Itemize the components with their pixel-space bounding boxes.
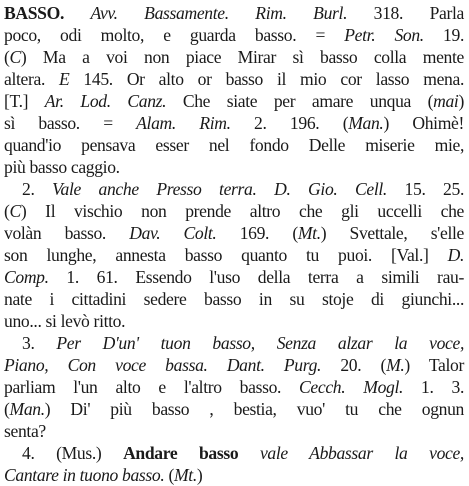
text-segment: Per D'un' tuon basso, Senza alzar la voce, (56, 333, 465, 353)
text-segment: ) Ohimè! (383, 113, 465, 133)
entry-line-2 (4, 24, 464, 46)
sense-2-line-2 (4, 200, 464, 222)
text-segment: M. (386, 355, 405, 375)
dictionary-entry (4, 2, 464, 486)
text-segment: volàn basso. (4, 223, 130, 243)
text-segment: 15. 25. (386, 179, 464, 199)
text-segment: C (9, 201, 21, 221)
entry-line-6 (4, 112, 464, 134)
text-segment: [T.] (4, 91, 45, 111)
text-segment: vale Abbassar la voce, (259, 443, 464, 463)
text-segment: 169. ( (216, 223, 298, 243)
text-segment: 145. Or alto or basso il mio cor lasso mena. (69, 69, 464, 89)
text-segment: Andare basso (123, 443, 239, 463)
text-segment: senta? (4, 421, 46, 441)
text-segment: E (59, 69, 70, 89)
sense-3-line-1 (4, 332, 464, 354)
text-segment: ) (458, 91, 464, 111)
text-segment: ) (196, 465, 203, 485)
entry-line-5 (4, 90, 464, 112)
text-segment: più basso caggio. (4, 157, 120, 177)
text-segment: Piano, Con voce bassa. Dant. Purg. (4, 355, 322, 375)
text-segment: 3. (22, 333, 57, 353)
sense-2-line-3 (4, 222, 464, 244)
text-segment: parliam l'un alto e l'altro basso. (4, 377, 300, 397)
text-segment: Ar. Lod. Canz. (44, 91, 167, 111)
text-segment: 4. (Mus.) (22, 443, 124, 463)
text-segment: D. (447, 245, 464, 265)
text-segment: C (9, 47, 21, 67)
text-segment (238, 443, 260, 463)
text-segment: mai (433, 91, 459, 111)
text-segment: Cantare in tuono basso. (4, 465, 165, 485)
sense-2-line-6 (4, 288, 464, 310)
sense-4-line-1 (4, 442, 464, 464)
text-segment: 318. Parla (347, 3, 464, 23)
text-segment: ) Ma a voi non piace Mirar sì basso colla mente (20, 47, 464, 67)
entry-line-7 (4, 134, 464, 156)
text-segment: quand'io pensava esser nel fondo Delle miserie mie, (4, 135, 464, 155)
text-segment: uno... si levò ritto. (4, 311, 126, 331)
entry-line-1 (4, 2, 464, 24)
text-segment: Man. (348, 113, 384, 133)
sense-2-line-5 (4, 266, 464, 288)
sense-3-line-5 (4, 420, 464, 442)
text-segment: Alam. Rim. (136, 113, 231, 133)
text-segment: 2. 196. ( (230, 113, 349, 133)
sense-2-line-1 (4, 178, 464, 200)
text-segment: altera. (4, 69, 60, 89)
text-segment: 1. 3. (403, 377, 464, 397)
text-segment: ) Svettale, s'elle (320, 223, 465, 243)
text-segment: 2. (22, 179, 53, 199)
text-segment: ( (4, 399, 10, 419)
text-segment: Man. (9, 399, 45, 419)
entry-line-8 (4, 156, 464, 178)
text-segment (64, 3, 91, 23)
text-segment: Che siate per amare unqua ( (166, 91, 434, 111)
text-segment: ) Il vischio non prende altro che gli uccelli che (20, 201, 464, 221)
text-segment: Vale anche Presso terra. D. Gio. Cell. (52, 179, 387, 199)
text-segment: Dav. Colt. (129, 223, 217, 243)
text-segment: Cecch. Mogl. (299, 377, 404, 397)
text-segment: Mt. (297, 223, 321, 243)
text-segment: Avv. Bassamente. Rim. Burl. (90, 3, 348, 23)
sense-3-line-3 (4, 376, 464, 398)
text-segment: poco, odi molto, e guarda basso. = (4, 25, 345, 45)
text-segment: ) Talor (404, 355, 464, 375)
text-segment: ) Di' più basso , bestia, vuo' tu che ognun (44, 399, 464, 419)
text-segment: 1. 61. Essendo l'uso della terra a simili rau- (48, 267, 464, 287)
text-segment: 20. ( (321, 355, 387, 375)
sense-4-line-2 (4, 464, 464, 486)
text-segment: sì basso. = (4, 113, 137, 133)
sense-3-line-2 (4, 354, 464, 376)
sense-2-line-7 (4, 310, 464, 332)
text-segment: Comp. (4, 267, 49, 287)
sense-3-line-4 (4, 398, 464, 420)
text-segment: 19. (423, 25, 464, 45)
entry-line-3 (4, 46, 464, 68)
text-segment: ( (4, 201, 10, 221)
text-segment: nate i cittadini sedere basso in su stoje di giunchi... (4, 289, 464, 309)
text-segment: ( (164, 465, 174, 485)
entry-line-4 (4, 68, 464, 90)
text-segment: ( (4, 47, 10, 67)
sense-2-line-4 (4, 244, 464, 266)
text-segment: BASSO. (4, 3, 64, 23)
text-segment: Mt. (173, 465, 197, 485)
text-segment: son lunghe, annesta basso quanto tu puoi. [Val.] (4, 245, 448, 265)
text-segment: Petr. Son. (344, 25, 424, 45)
